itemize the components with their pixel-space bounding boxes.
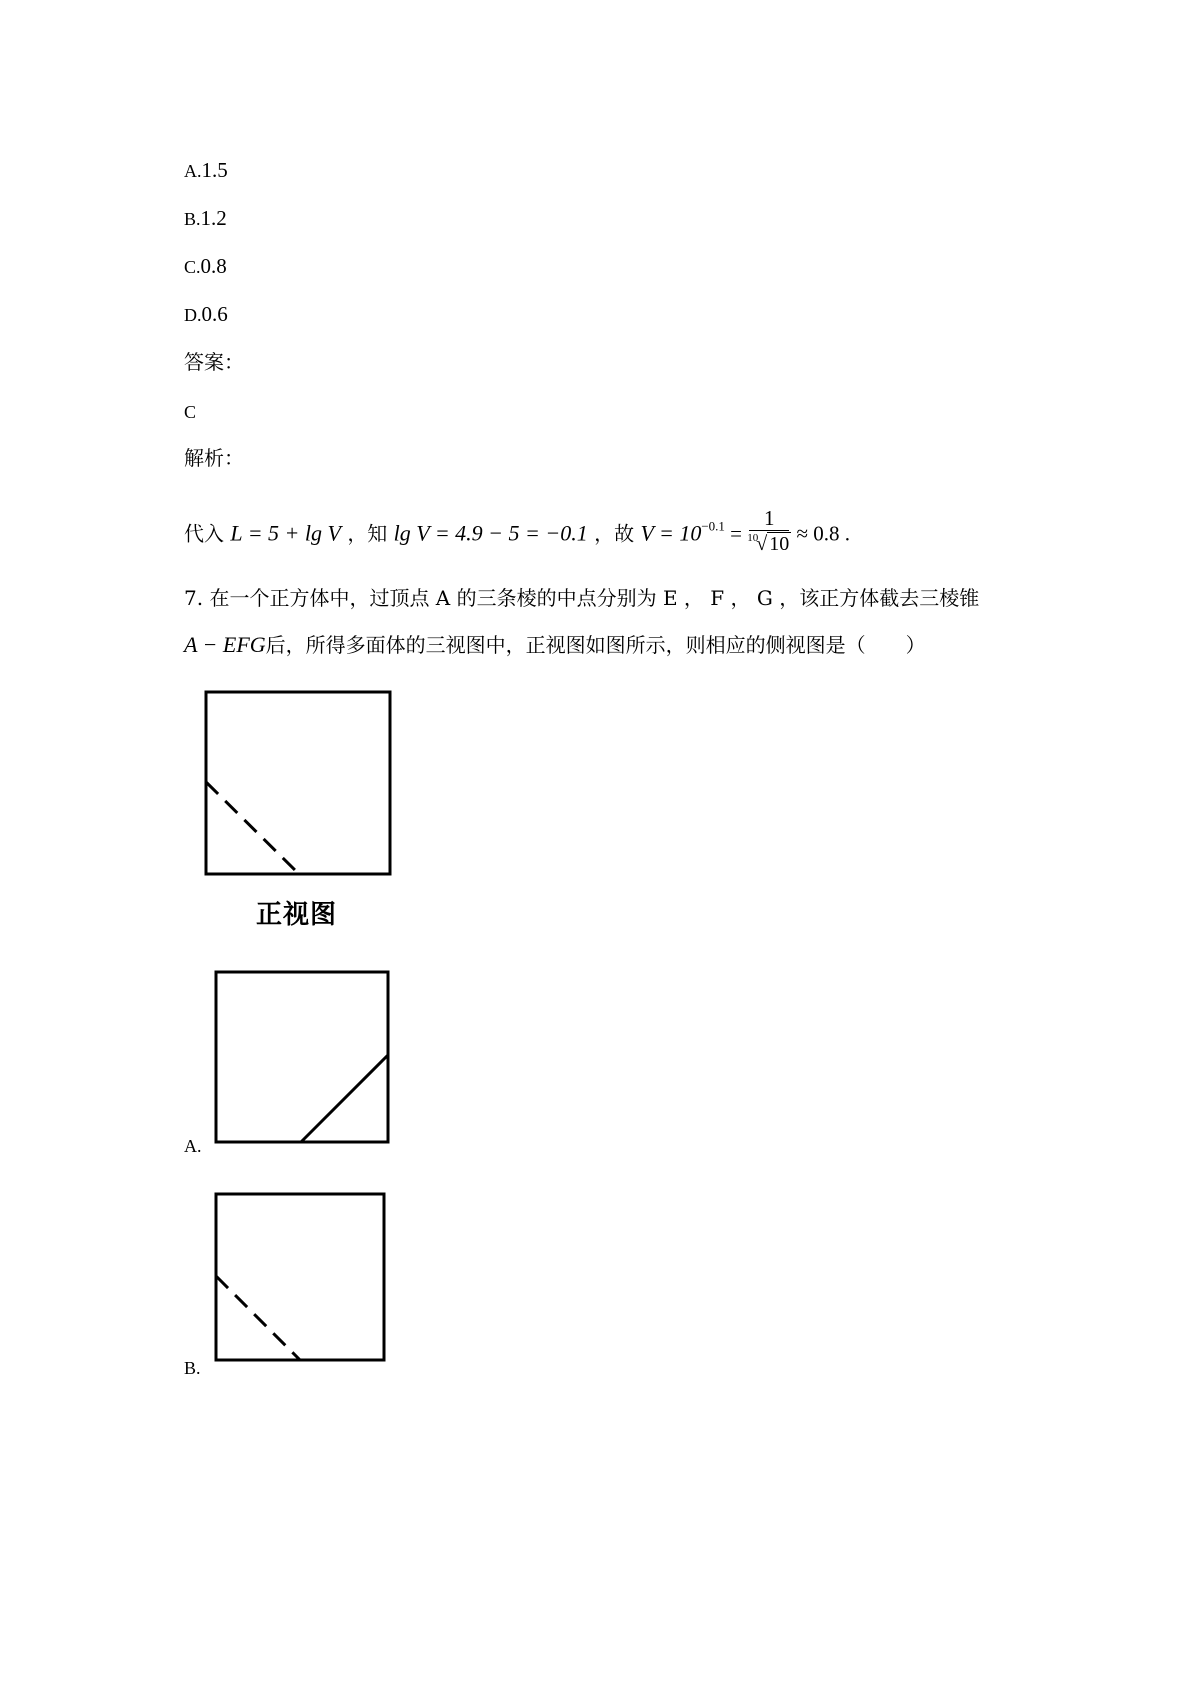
option-a bbox=[184, 158, 228, 183]
analysis-tail: ≈ 0.8 . bbox=[791, 521, 851, 546]
front-view-caption: 正视图 bbox=[256, 900, 338, 930]
choice-a-label: A. bbox=[184, 1136, 202, 1156]
option-d bbox=[184, 302, 228, 327]
option-b bbox=[184, 206, 227, 231]
root-index: 10 bbox=[747, 532, 759, 544]
analysis-formula bbox=[184, 508, 850, 562]
question-7-math: A − EFG bbox=[184, 632, 266, 657]
option-d-value: 0.6 bbox=[201, 302, 228, 326]
radicand: 10 bbox=[769, 533, 790, 555]
option-a-letter: A. bbox=[184, 161, 202, 181]
analysis-exponent: −0.1 bbox=[701, 518, 725, 534]
analysis-equals: = bbox=[724, 521, 748, 546]
fraction-denominator: $^{10}$√ 10 bbox=[747, 532, 790, 555]
answer-letter: C bbox=[184, 402, 197, 422]
option-c-letter: C. bbox=[184, 257, 201, 277]
answer-label: 答案： bbox=[184, 350, 244, 374]
analysis-math-2: lg V = 4.9 − 5 = −0.1 bbox=[393, 520, 588, 546]
front-view-square bbox=[206, 692, 390, 874]
analysis-text-2: ，知 bbox=[347, 521, 388, 546]
choice-b-diagram bbox=[214, 1192, 386, 1364]
fraction-numerator: 1 bbox=[764, 506, 775, 530]
option-d-letter: D. bbox=[184, 305, 202, 325]
choice-a-solid-edge bbox=[301, 1055, 388, 1142]
answer-value bbox=[184, 399, 196, 424]
option-b-value: 1.2 bbox=[200, 206, 227, 230]
choice-a-square bbox=[216, 972, 388, 1142]
option-b-letter: B. bbox=[184, 209, 201, 229]
question-7-text: 后，所得多面体的三视图中，正视图如图所示，则相应的侧视图是（ ） bbox=[265, 633, 926, 657]
analysis-label: 解析： bbox=[184, 446, 244, 470]
choice-b-label: B. bbox=[184, 1358, 201, 1378]
question-7-line-1: 7. 在一个正方体中，过顶点 A 的三条棱的中点分别为 E ， F ， G ，该正方体截去三棱锥 bbox=[184, 586, 980, 610]
choice-a-diagram bbox=[214, 970, 392, 1146]
analysis-fraction bbox=[747, 506, 791, 560]
analysis-text-3: ，故 bbox=[594, 521, 635, 546]
option-a-value: 1.5 bbox=[201, 158, 228, 182]
option-c bbox=[184, 254, 227, 279]
choice-b-square bbox=[216, 1194, 384, 1360]
front-view-diagram bbox=[204, 690, 394, 880]
analysis-text-1: 代入 bbox=[184, 521, 224, 546]
front-view-dashed-edge bbox=[206, 782, 299, 874]
option-c-value: 0.8 bbox=[200, 254, 227, 278]
question-7-line-2 bbox=[184, 633, 926, 657]
analysis-math-3: V = 10 bbox=[640, 520, 702, 546]
choice-b-dashed-edge bbox=[216, 1276, 300, 1360]
analysis-math-1: L = 5 + lg V bbox=[230, 520, 341, 546]
